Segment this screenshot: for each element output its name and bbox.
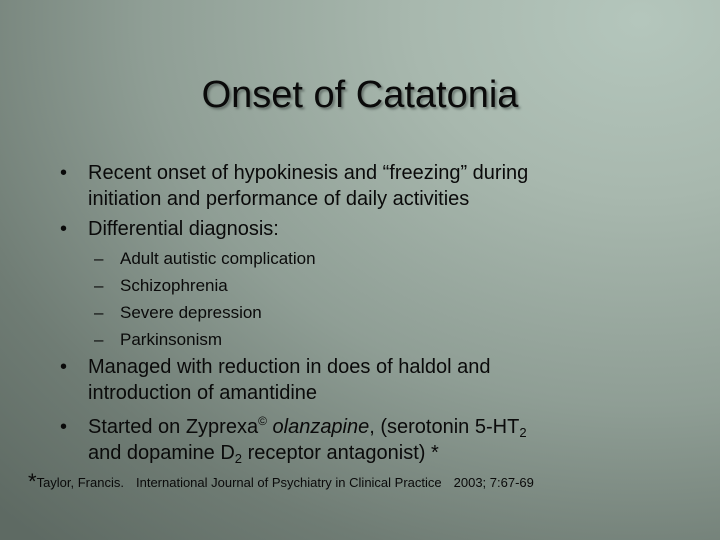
bullet-managed <box>60 354 491 406</box>
bullet-text-line: introduction of amantidine <box>88 382 318 404</box>
dash-marker: – <box>94 303 104 322</box>
footnote-star: * <box>28 469 37 494</box>
subitem <box>94 245 316 272</box>
drug-generic-name: olanzapine <box>272 416 370 438</box>
subscript: 2 <box>519 425 527 440</box>
subitem-text: Severe depression <box>120 303 262 322</box>
bullet-text-line <box>88 440 527 466</box>
bullet-differential <box>60 216 279 242</box>
bullet-marker: • <box>60 162 68 184</box>
subscript: 2 <box>234 451 243 466</box>
bullet-text-line: Managed with reduction in does of haldol and <box>88 356 491 378</box>
receptor-text: , (serotonin 5-HT <box>369 416 520 438</box>
reference-author: Taylor, Francis. <box>36 475 124 490</box>
subitem <box>94 326 316 353</box>
receptor-text: and dopamine D <box>88 442 235 464</box>
bullet-marker: • <box>60 356 68 378</box>
reference-journal: International Journal of Psychiatry in Clinical Practice <box>135 475 442 490</box>
dash-marker: – <box>94 249 104 268</box>
bullet-text-line: Recent onset of hypokinesis and “freezing” during <box>88 162 529 184</box>
bullet-zyprexa <box>60 414 527 466</box>
slide-title: Onset of Catatonia <box>201 74 519 116</box>
drug-brand-text: Started on Zyprexa <box>88 416 259 438</box>
subitem-list <box>94 245 316 353</box>
bullet-text-line: Differential diagnosis: <box>88 218 279 240</box>
reference-footnote <box>28 470 534 495</box>
bullet-marker: • <box>60 416 68 438</box>
bullet-recent-onset <box>60 160 529 212</box>
bullet-text-line <box>88 414 527 440</box>
subitem-text: Parkinsonism <box>120 330 223 349</box>
receptor-text: receptor antagonist) * <box>242 442 439 464</box>
subitem <box>94 272 316 299</box>
bullet-marker: • <box>60 218 68 240</box>
dash-marker: – <box>94 330 104 349</box>
reference-citation: 2003; 7:67-69 <box>453 475 534 490</box>
subitem <box>94 299 316 326</box>
dash-marker: – <box>94 276 104 295</box>
subitem-text: Schizophrenia <box>120 276 228 295</box>
copyright-mark: © <box>258 414 267 428</box>
bullet-text-line: initiation and performance of daily activities <box>88 188 470 210</box>
subitem-text: Adult autistic complication <box>120 249 316 268</box>
